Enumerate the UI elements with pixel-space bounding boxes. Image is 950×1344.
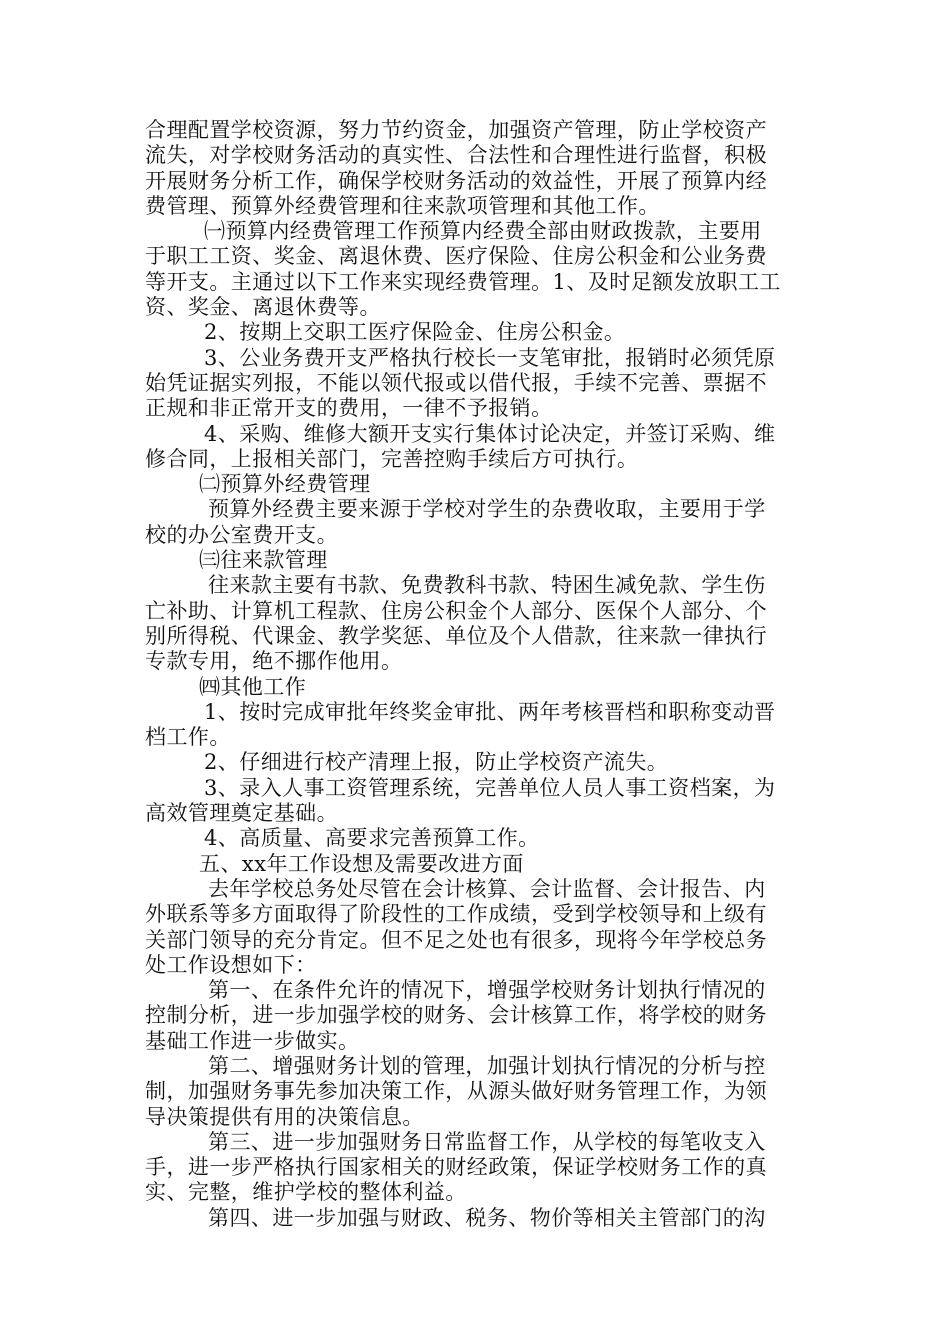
text-line: 亡补助、计算机工程款、住房公积金个人部分、医保个人部分、个 — [145, 598, 768, 623]
list-item: 4、高质量、高要求完善预算工作。 — [204, 826, 540, 851]
text-line: 基础工作进一步做实。 — [145, 1028, 360, 1053]
text-line: 开展财务分析工作，确保学校财务活动的效益性，开展了预算内经 — [145, 168, 768, 193]
text-line: 专款专用，绝不挪作他用。 — [145, 649, 403, 674]
paragraph-start: 第一、在条件允许的情况下，增强学校财务计划执行情况的 — [208, 978, 766, 1003]
paragraph-start: 往来款主要有书款、免费教科书款、特困生减免款、学生伤 — [208, 573, 766, 598]
text-line: 处工作设想如下： — [145, 952, 317, 977]
paragraph-start: 第四、进一步加强与财政、税务、物价等相关主管部门的沟 — [208, 1205, 766, 1230]
text-line: 修合同，上报相关部门，完善控购手续后方可执行。 — [145, 446, 639, 471]
section-heading-budget-external: ㈡预算外经费管理 — [199, 472, 371, 497]
text-line: 等开支。主通过以下工作来实现经费管理。1、及时足额发放职工工 — [145, 269, 781, 294]
section-heading-other: ㈣其他工作 — [199, 674, 307, 699]
text-line: 导决策提供有用的决策信息。 — [145, 1104, 424, 1129]
text-line: 始凭证据实列报，不能以领代报或以借代报，手续不完善、票据不 — [145, 370, 768, 395]
list-item: 2、按期上交职工医疗保险金、住房公积金。 — [204, 320, 626, 345]
text-line: 正规和非正常开支的费用，一律不予报销。 — [145, 396, 553, 421]
paragraph-start: 预算外经费主要来源于学校对学生的杂费收取，主要用于学 — [208, 497, 766, 522]
text-line: 控制分析，进一步加强学校的财务、会计核算工作，将学校的财务 — [145, 1003, 768, 1028]
text-line: 实、完整，维护学校的整体利益。 — [145, 1180, 467, 1205]
text-line: 制，加强财务事先参加决策工作，从源头做好财务管理工作，为领 — [145, 1079, 768, 1104]
paragraph-start: 去年学校总务处尽管在会计核算、会计监督、会计报告、内 — [208, 876, 766, 901]
paragraph-start: 第二、增强财务计划的管理，加强计划执行情况的分析与控 — [208, 1053, 766, 1078]
section-heading-accounts: ㈢往来款管理 — [199, 548, 328, 573]
text-line: 于职工工资、奖金、离退休费、医疗保险、住房公积金和公业务费 — [145, 244, 768, 269]
list-item: 3、录入人事工资管理系统，完善单位人员人事工资档案，为 — [204, 775, 776, 800]
section-heading-budget-internal: ㈠预算内经费管理工作预算内经费全部由财政拨款，主要用 — [204, 219, 762, 244]
text-line: 费管理、预算外经费管理和往来款项管理和其他工作。 — [145, 193, 660, 218]
text-line: 合理配置学校资源，努力节约资金，加强资产管理，防止学校资产 — [145, 118, 768, 142]
text-line: 外联系等多方面取得了阶段性的工作成绩，受到学校领导和上级有 — [145, 902, 768, 927]
paragraph-start: 第三、进一步加强财务日常监督工作，从学校的每笔收支入 — [208, 1129, 766, 1154]
text-line: 手，进一步严格执行国家相关的财经政策，保证学校财务工作的真 — [145, 1155, 768, 1180]
text-line: 高效管理奠定基础。 — [145, 801, 339, 826]
section-heading-plan: 五、xx年工作设想及需要改进方面 — [199, 851, 524, 876]
list-item: 3、公业务费开支严格执行校长一支笔审批，报销时必须凭原 — [204, 345, 776, 370]
list-item: 1、按时完成审批年终奖金审批、两年考核晋档和职称变动晋 — [204, 699, 776, 724]
list-item: 2、仔细进行校产清理上报，防止学校资产流失。 — [204, 750, 669, 775]
document-body — [145, 118, 807, 1231]
text-line: 关部门领导的充分肯定。但不足之处也有很多，现将今年学校总务 — [145, 927, 768, 952]
text-line: 档工作。 — [145, 725, 231, 750]
list-item: 4、采购、维修大额开支实行集体讨论决定，并签订采购、维 — [204, 421, 776, 446]
text-line: 流失，对学校财务活动的真实性、合法性和合理性进行监督，积极 — [145, 143, 768, 168]
text-line: 校的办公室费开支。 — [145, 522, 339, 547]
text-line: 别所得税、代课金、教学奖惩、单位及个人借款，往来款一律执行 — [145, 623, 768, 648]
text-line: 资、奖金、离退休费等。 — [145, 295, 381, 320]
